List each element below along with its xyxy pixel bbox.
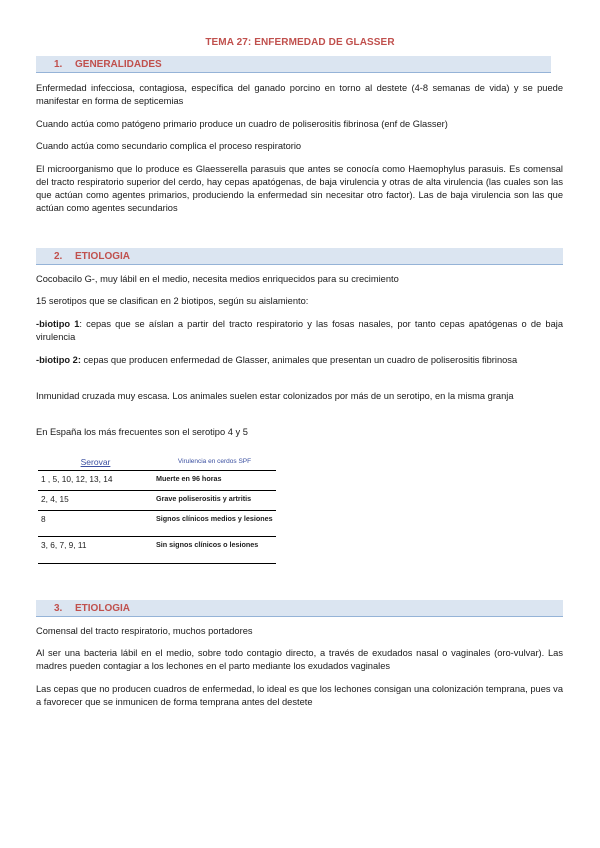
bold-term: -biotipo 2: bbox=[36, 355, 81, 365]
serovar-cell: 3, 6, 7, 9, 11 bbox=[38, 537, 153, 564]
table-row bbox=[38, 537, 276, 564]
section-label: ETIOLOGIA bbox=[75, 603, 130, 614]
paragraph: El microorganismo que lo produce es Glaesserella parasuis que antes se conocía como Haemophylus parasuis. Es comensal del tracto respiratorio superior del cerdo, hay cepas apatógenas, de baja virulencia y otras de alta virulencia (las cuales son las que actúan como agentes primarios, produciendo la enfermedad sin necesitar otro factor). Las de baja virulencia son las que actúan como agentes secundarios bbox=[36, 164, 563, 213]
section-label: ETIOLOGIA bbox=[75, 251, 130, 262]
page-title: TEMA 27: ENFERMEDAD DE GLASSER bbox=[205, 37, 395, 48]
paragraph bbox=[36, 318, 563, 344]
section-number: 2. bbox=[54, 251, 63, 262]
bold-term: -biotipo 1 bbox=[36, 319, 80, 329]
section-label: GENERALIDADES bbox=[75, 59, 162, 70]
paragraph: Inmunidad cruzada muy escasa. Los animales suelen estar colonizados por más de un serotipo, en la misma granja bbox=[36, 391, 514, 401]
serovar-cell: 1 , 5, 10, 12, 13, 14 bbox=[38, 471, 153, 491]
paragraph: Cuando actúa como secundario complica el proceso respiratorio bbox=[36, 141, 302, 151]
paragraph: En España los más frecuentes son el serotipo 4 y 5 bbox=[36, 427, 248, 437]
serovar-cell: 8 bbox=[38, 511, 153, 537]
paragraph: Las cepas que no producen cuadros de enfermedad, lo ideal es que los lechones consigan una colonización temprana, pues va a favorecer que se inmunicen de forma temprana antes del destete bbox=[36, 684, 563, 707]
section-number: 1. bbox=[54, 59, 63, 70]
table-header-virulence: Virulencia en cerdos SPF bbox=[153, 453, 276, 471]
paragraph: 15 serotipos que se clasifican en 2 biotipos, según su aislamiento: bbox=[36, 296, 309, 306]
section-heading-etiologia bbox=[36, 248, 563, 265]
paragraph: Cocobacilo G-, muy lábil en el medio, necesita medios enriquecidos para su crecimiento bbox=[36, 274, 399, 284]
section-heading-etiologia-2 bbox=[36, 600, 563, 617]
virulence-cell: Muerte en 96 horas bbox=[153, 471, 276, 491]
table-header-serovar: Serovar bbox=[38, 453, 153, 471]
virulence-cell: Sin signos clínicos o lesiones bbox=[153, 537, 276, 564]
virulence-cell: Grave poliserositis y artritis bbox=[153, 491, 276, 511]
virulence-cell: Signos clínicos medios y lesiones bbox=[153, 511, 276, 537]
paragraph bbox=[36, 354, 563, 367]
serovar-table bbox=[38, 453, 276, 564]
paragraph: Cuando actúa como patógeno primario produce un cuadro de poliserositis fibrinosa (enf de Glasser) bbox=[36, 119, 448, 129]
serovar-cell: 2, 4, 15 bbox=[38, 491, 153, 511]
paragraph-text: : cepas que se aíslan a partir del tracto respiratorio y las fosas nasales, por tanto cepas apatógenas o de baja virulencia bbox=[36, 319, 563, 342]
paragraph: Enfermedad infecciosa, contagiosa, específica del ganado porcino en torno al destete (4-8 semanas de vida) y se puede manifestar en forma de septicemias bbox=[36, 83, 563, 106]
section-number: 3. bbox=[54, 603, 63, 614]
table-row bbox=[38, 511, 276, 537]
paragraph-text: cepas que producen enfermedad de Glasser, animales que presentan un cuadro de poliserositis fibrinosa bbox=[80, 355, 518, 365]
paragraph: Comensal del tracto respiratorio, muchos portadores bbox=[36, 626, 253, 636]
table-row bbox=[38, 471, 276, 491]
section-heading-generalidades bbox=[36, 56, 551, 73]
paragraph: Al ser una bacteria lábil en el medio, sobre todo contagio directo, a través de exudados nasal o vaginales (oro-vulvar). Las madres pueden contagiar a los lechones en el parto mediante los exudados vaginales bbox=[36, 648, 563, 671]
table-row bbox=[38, 491, 276, 511]
